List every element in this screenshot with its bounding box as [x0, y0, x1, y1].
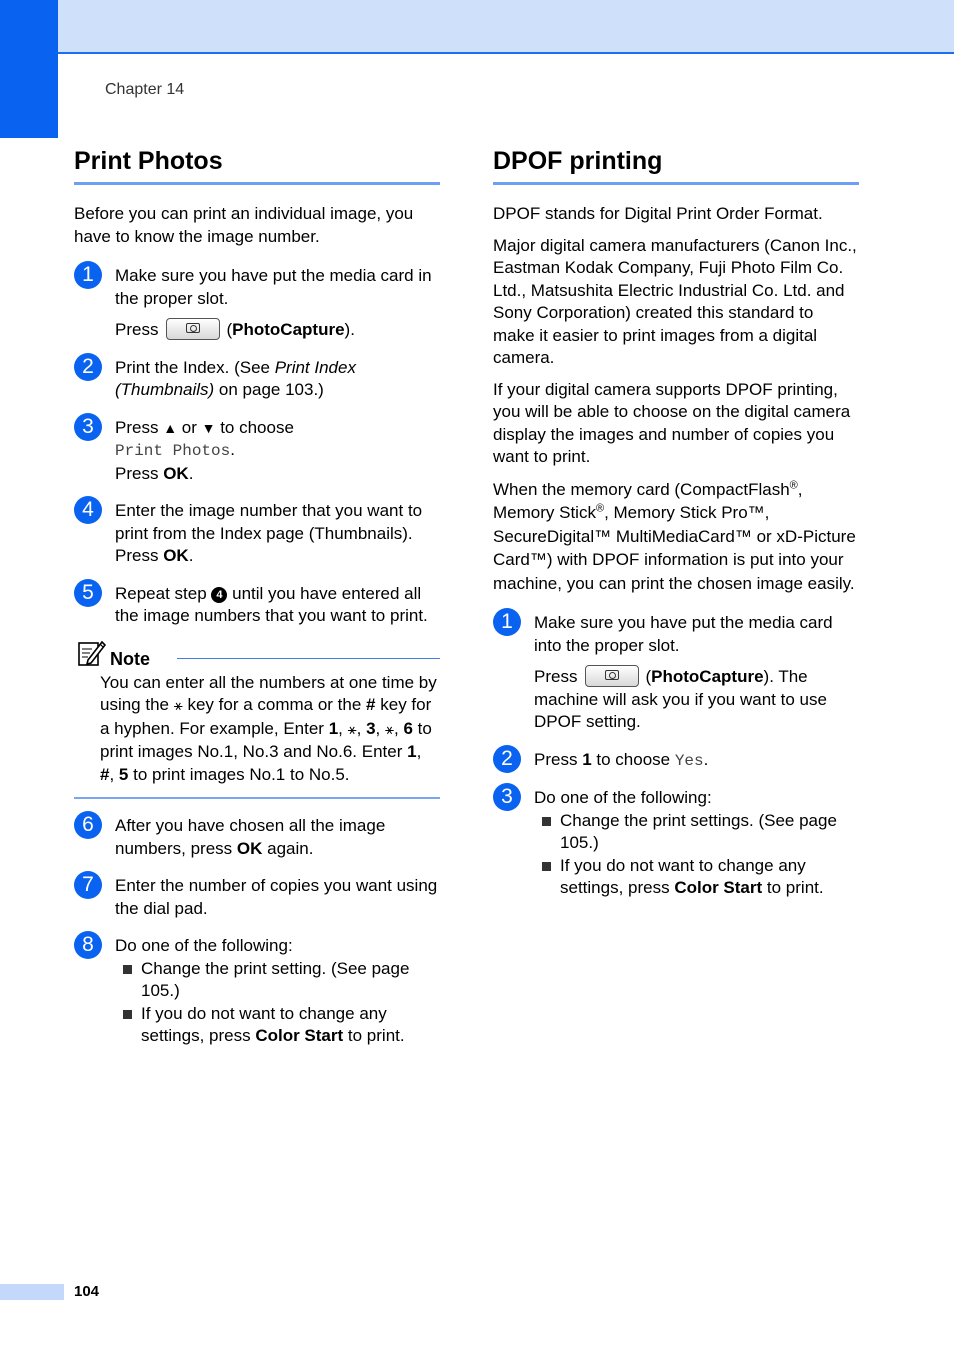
step-2	[493, 746, 859, 773]
step-text: Enter the image number that you want to print from the Index page (Thumbnails). Press OK.	[115, 501, 423, 566]
note-bottom-rule	[74, 797, 440, 799]
step-text: Enter the number of copies you want using the dial pad.	[115, 876, 438, 918]
step-text: Make sure you have put the media card into the proper slot.	[534, 613, 833, 655]
down-arrow-icon: ▼	[201, 419, 216, 436]
note-divider	[177, 658, 440, 659]
note-header	[74, 642, 440, 670]
lcd-text: Print Photos	[115, 442, 231, 461]
options-list	[534, 810, 859, 900]
page-number-band	[0, 1284, 64, 1300]
step-1	[493, 612, 859, 734]
step-3	[74, 414, 440, 486]
step-number: 3	[493, 783, 521, 811]
print-photos-section	[74, 145, 440, 1048]
step-text: Do one of the following:	[115, 936, 293, 956]
step-3	[493, 787, 859, 900]
dpof-printing-section	[493, 145, 859, 900]
intro-text: Before you can print an individual image, you have to know the image number.	[74, 204, 414, 246]
paragraph: When the memory card (CompactFlash®, Memory Stick®, Memory Stick Pro™, SecureDigital™ MultiMediaCard™ or xD-Picture Card™) with DPOF information is put into your machine, you can print the chosen image easily.	[493, 478, 856, 593]
step-number: 6	[74, 811, 102, 839]
photocapture-button-icon	[585, 665, 639, 687]
step-2	[74, 354, 440, 402]
step-text: Make sure you have put the media card in the proper slot.	[115, 266, 432, 308]
step-number: 2	[493, 745, 521, 773]
step-7	[74, 875, 440, 920]
press-line: Press (PhotoCapture).	[115, 319, 440, 342]
paragraph: Major digital camera manufacturers (Canon Inc., Eastman Kodak Company, Fuji Photo Film Co. Ltd., Matsushita Electric Industrial Co. Ltd. and Sony Corporation) created this standard to make it easier to print images from a digital camera.	[493, 235, 857, 367]
step-number: 4	[74, 496, 102, 524]
section-title: Print Photos	[74, 145, 440, 185]
step-number: 7	[74, 871, 102, 899]
note-title: Note	[110, 648, 150, 669]
options-list	[115, 958, 440, 1048]
step-number: 2	[74, 353, 102, 381]
star-key-icon: ⚹	[347, 720, 357, 738]
list-item: If you do not want to change any settings, press Color Start to print.	[115, 1003, 440, 1048]
photocapture-button-icon	[166, 318, 220, 340]
page-number: 104	[74, 1283, 100, 1300]
up-arrow-icon: ▲	[163, 419, 178, 436]
step-1	[74, 265, 440, 342]
top-header-band	[0, 0, 954, 54]
step-text: Press ▲ or ▼ to choose Print Photos. Press OK.	[115, 417, 294, 483]
paragraph: DPOF stands for Digital Print Order Format.	[493, 204, 823, 223]
list-item: If you do not want to change any settings, press Color Start to print.	[534, 855, 859, 900]
step-number: 1	[493, 608, 521, 636]
step-text: Print the Index. (See Print Index (Thumbnails) on page 103.)	[115, 357, 356, 400]
star-key-icon: ⚹	[173, 697, 183, 715]
step-8	[74, 935, 440, 1048]
press-line: Press (PhotoCapture). The machine will ask you if you want to use DPOF setting.	[534, 666, 859, 734]
list-item: Change the print settings. (See page 105.)	[534, 810, 859, 855]
step-text: Press 1 to choose Yes.	[534, 749, 709, 770]
list-item: Change the print setting. (See page 105.)	[115, 958, 440, 1003]
section-title: DPOF printing	[493, 145, 859, 185]
step-6	[74, 815, 440, 860]
step-reference-badge: 4	[211, 587, 227, 603]
chapter-label: Chapter 14	[105, 81, 185, 98]
camera-icon	[186, 323, 200, 333]
pencil-note-icon	[76, 638, 106, 668]
step-5	[74, 580, 440, 628]
step-number: 5	[74, 579, 102, 607]
chapter-tab	[0, 0, 58, 138]
step-text: After you have chosen all the image numbers, press OK again.	[115, 816, 386, 858]
note-box	[74, 642, 440, 800]
step-number: 8	[74, 931, 102, 959]
camera-icon	[605, 670, 619, 680]
paragraph: If your digital camera supports DPOF printing, you will be able to choose on the digital camera display the images and number of copies you want to print.	[493, 379, 851, 466]
step-4	[74, 500, 440, 568]
step-text: Repeat step 4 until you have entered all the image numbers that you want to print.	[115, 583, 428, 626]
note-text: You can enter all the numbers at one time by using the ⚹ key for a comma or the # key for a hyphen. For example, Enter 1, ⚹, 3, ⚹, 6 to print images No.1, No.3 and No.6. Enter 1, #, 5 to print images No.1 to No.5.	[100, 672, 437, 784]
cross-reference-link[interactable]: Print Index (Thumbnails)	[115, 357, 356, 400]
lcd-text: Yes	[674, 751, 704, 770]
star-key-icon: ⚹	[385, 720, 395, 738]
step-number: 1	[74, 261, 102, 289]
step-number: 3	[74, 413, 102, 441]
step-text: Do one of the following:	[534, 788, 712, 808]
